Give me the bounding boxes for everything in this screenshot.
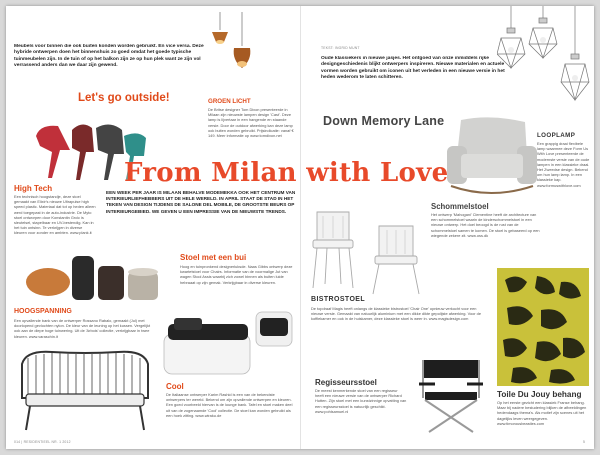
- spread-title: From Milan with Love: [124, 158, 449, 188]
- magazine-spread: [6, 6, 594, 449]
- lets-go-outside-heading: Let's go outside!: [78, 92, 170, 104]
- right-folio: 5: [583, 440, 586, 444]
- copper-lamps-image: [206, 12, 262, 74]
- een-week-text: EEN WEEK PER JAAR IS MILAAN BEHALVE MODEMEKKA OOK HET CENTRUM VAN INTERIEURLIEFHEBBERS UIT DE HELE WERELD. IN APRIL STAAT DE STAD IN HET TEKEN VAN DESIGN TIJDENS DE SALONE DEL MOBILE, DE GROOTSTE BEURS OP INTERIEURGEBIED. WE GEVEN U EEN IMPRESSIE VAN DE NIEUWSTE TRENDS.: [106, 190, 296, 214]
- toile-title: Toile Du Jouy behang: [497, 390, 582, 399]
- cool-lounge-image: [160, 306, 300, 380]
- high-tech-title: High Tech: [14, 184, 53, 193]
- right-intro-text: Oude klassiekers in nieuwe jasjes. Het ontgoed van onze inmiddels rijke designgeschiedenis blijkt ontwerpers inspireren. Nieuwe materialen en actuele vormen worden gebruikt om iconen uit het verleden in een nieuwe versie in het heden wederom te laten schitteren.: [321, 56, 505, 81]
- bistro-chairs-image: [309, 204, 429, 296]
- high-tech-text: Een technisch hoogstandje, deze stoel gemaakt van Elixir's nieuwe Ultrapulse high speed plastic. Materiaal dat tot op heden alleen werd toegepast in de auto-industrie. De Myto stoel ontworpen door Konstantin Grcic is sleutelsel, stapelbaar en UV-bestendig. Kan in het tuin ontsinn. Te verkrijgen in diverse kleuren voor zonder en ambten. www.plank.it: [14, 194, 96, 236]
- left-folio: 014 | RESIDENTIEEL NR. 1 2012: [14, 440, 71, 444]
- schommelstoel-title: Schommelstoel: [431, 202, 489, 211]
- regisseursstoel-title: Regisseursstoel: [315, 378, 377, 387]
- down-memory-lane-heading: Down Memory Lane: [323, 114, 445, 128]
- stoel-text: Hoog en tuinpronkend designerluksde. Naas Gibbs ontwerp deze kwartetstoel voor Chairs. Informatie van de voormalige Jut van wagen Stool Assis waarbij zich zowel binnen als buiten luide hebraaat op zijn gemak. Verkrijgbaar in diverse kleuren.: [180, 264, 293, 285]
- wire-pendant-lamps-image: [497, 6, 593, 114]
- left-page: [6, 6, 300, 449]
- hoogspanning-title: HOOGSPANNING: [14, 308, 72, 315]
- hoogspanning-text: Een opvallende bank van de ontwerper Rossano Rabalo, gemaakt (Jul) met doorlopend gevlochten nylon. De kleur van de leuning op het kussen. Vergelijkt ook aan de diepe hoge tuinwering. Uit de 'Arbois' collectie, verkrijgbaar in twee kleuren. www.varaschin.it: [14, 318, 151, 339]
- left-intro-text: Meubels voor binnen die ook buiten konden worden gebruikt. En vice versa. Deze hybride ontwerpen doen het binnenshuis zo goed omdat het goede typische tuinmeubelen zijn. In de tuin of op het balkon zijn ze op hun plek want ze zijn vol verrassend anders dan we daar zijn gewend.: [14, 44, 204, 69]
- looplamp-title: LOOPLAMP: [537, 132, 576, 139]
- groen-licht-title: GROEN LICHT: [208, 98, 251, 105]
- right-header-small: TEKST: INGRID MUNT: [321, 46, 360, 50]
- woven-bench-image: [12, 346, 158, 436]
- outdoor-poufs-image: [16, 248, 166, 304]
- groen-licht-text: De Britse designer Tom Dixon presenteerde in Milaan zijn nieuwste lampen design 'Cast'. Deze lamp is lijvertaar in een hangende en staande versie. Door de outdoor afwerking kan deze lamp ook buiten worden gebruikt. Prijsindicatie: vanaf € 149. Meer informatie op www.tomdixon.net: [208, 107, 294, 139]
- looplamp-text: Een grappig draai flexibele lamp waarmee deze Form Us With Love presenteerde de modernste versie van de oude lampen in een klassieke draai. Het Zweedse design. Bekend om hun lamp lamp. In een klassieke kap. www.formuswithlove.com: [537, 141, 590, 188]
- regisseursstoel-text: De meest kenmerkende stoel van een regisseur heeft een nieuwe versie van de ontwerper Richard Hutten. Zijn stoel met een kunstzinnige opvatting van een regisseursstoel is natuurlijk geschikt. www.pohlsamuel.nl: [315, 388, 407, 414]
- bistrostoel-title: BISTROSTOEL: [311, 296, 366, 303]
- stoel-met-een-bui-title: Stoel met een bui: [180, 253, 247, 262]
- bistrostoel-text: De topdraaf Magis heeft onlangs de klassieke bistrostoel 'Chair One' opnieuw verkocht voor een nieuwe versie. Gemaakt van natuurlijk aluminium met een dikke dikte gepolijste afwerking. Voor de koffiekamer en ook in de huiskamer, deze klassieke stoel is weer in. www.magisdesign.com: [311, 306, 481, 322]
- toile-text: Op het eerste gezicht een klassiek Franse behang. Maar bij nadere bestudering blijken de afbeeldingen hedendaags thema's. Als motief zijn scenes uit het dagelijks leven weergegeven. www.timorousbeasties.com: [497, 400, 587, 426]
- right-page: [300, 6, 594, 449]
- cool-text: De Italiaanse ontwerper Karim Rashid is een van de bekendste ontwerpers ter wereld. Bekend om zijn opvallende ontwerpen en kleuren. Een goed voorbeeld hiervan is de lounge bank. Tafel en stoel maken deel uit van de zogenaamde 'Cool' collectie. De stoel kan worden gebruikt als een hoek zitting. www.wiraku.de: [166, 392, 293, 418]
- director-chair-image: [415, 354, 487, 434]
- toile-wallpaper-image: [497, 268, 589, 386]
- schommelstoel-text: Het ontwerp 'Mahogani' Clementine heeft de architecture van een schommelstoel waarin de kinderschommelstoel in een nieuwe ontwerp. Het doel beoogd is de rust van de schommelstoel samen te komen. De stoel is gebaseerd op een wiegende zekere zit. www.oss.dk: [431, 212, 540, 238]
- cool-title: Cool: [166, 382, 184, 391]
